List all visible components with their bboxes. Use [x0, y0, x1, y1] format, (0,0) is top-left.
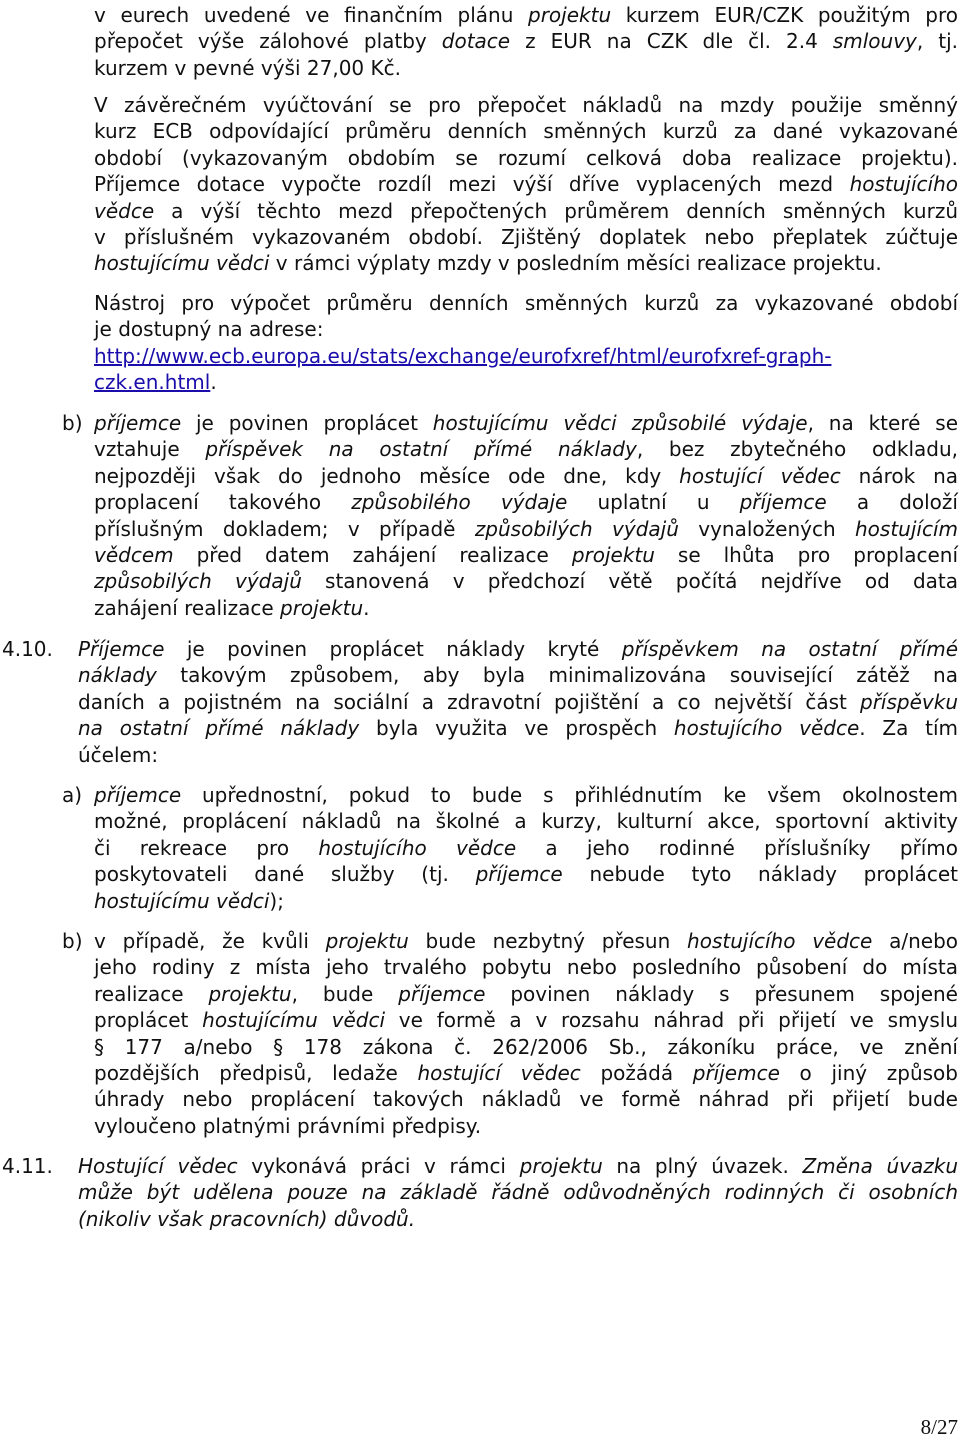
ecb-link-line	[94, 369, 958, 395]
item-b2-text	[94, 928, 958, 1139]
section-4-11-number: 4.11.	[2, 1154, 53, 1178]
final-settlement-paragraph	[94, 92, 958, 277]
text-line: daních a pojistném na sociální a zdravotní pojištění a co největší část příspěvku	[78, 689, 958, 714]
page-number: 8/27	[920, 1415, 958, 1439]
text-line: jeho rodiny z místa jeho trvalého pobytu nebo posledního působení do místa	[94, 955, 958, 980]
text-line: realizace projektu, bude příjemce povinen náklady s přesunem spojené	[94, 981, 958, 1006]
text-line: úhrady nebo proplácení takových nákladů ve formě náhrad při přijetí bude	[94, 1087, 958, 1112]
tool-paragraph	[94, 290, 958, 396]
ecb-link[interactable]: http://www.ecb.europa.eu/stats/exchange/eurofxref/html/eurofxref-graph-	[94, 343, 832, 368]
text-line: proplácet hostujícímu vědci ve formě a v rozsahu náhrad při přijetí ve smyslu	[94, 1008, 959, 1033]
text-line: v příslušném vykazovaném období. Zjištěný doplatek nebo přeplatek zúčtuje	[94, 224, 958, 249]
text-line: Příjemce dotace vypočte rozdíl mezi výší dříve vyplacených mezd hostujícího	[94, 172, 958, 197]
ecb-link-line	[94, 343, 958, 369]
item-b-text	[94, 410, 958, 621]
text-line: proplacení takového způsobilého výdaje uplatní u příjemce a doloží	[94, 490, 958, 515]
text-line: § 177 a/nebo § 178 zákona č. 262/2006 Sb., zákoníku práce, ve znění	[94, 1034, 958, 1059]
text-line: účelem:	[78, 742, 159, 767]
intro-paragraph	[94, 2, 958, 81]
text-line: vztahuje příspěvek na ostatní přímé náklady, bez zbytečného odkladu,	[94, 437, 958, 462]
text-line: příjemce je povinen proplácet hostujícímu vědci způsobilé výdaje, na které se	[94, 411, 958, 435]
intro-line: přepočet výše zálohové platby dotace z EUR na CZK dle čl. 2.4 smlouvy, tj.	[94, 29, 958, 54]
section-4-11-text	[78, 1153, 958, 1232]
intro-line: kurzem v pevné výši 27,00 Kč.	[94, 55, 401, 80]
text-line: vyloučeno platnými právními předpisy.	[94, 1113, 482, 1138]
item-a-text	[94, 782, 958, 914]
text-line: příjemce upřednostní, pokud to bude s přihlédnutím ke všem okolnostem	[94, 783, 958, 807]
text-line: způsobilých výdajů stanovená v předchozí větě počítá nejdříve od data	[94, 569, 959, 594]
text-line: kurz ECB odpovídající průměru denních směnných kurzů za dané vykazované	[94, 119, 958, 144]
text-line: příslušným dokladem; v případě způsobilých výdajů vynaložených hostujícím	[94, 516, 958, 541]
text-line: poskytovateli dané služby (tj. příjemce nebude tyto náklady proplácet	[94, 862, 959, 887]
text-line: Hostující vědec vykonává práci v rámci projektu na plný úvazek. Změna úvazku	[78, 1154, 958, 1178]
text-line: hostujícímu vědci v rámci výplaty mzdy v posledním měsíci realizace projektu.	[94, 251, 882, 276]
text-line: hostujícímu vědci);	[94, 888, 284, 913]
item-a-label: a)	[62, 783, 83, 807]
text-line: nejpozději však do jednoho měsíce ode dne, kdy hostující vědec nárok na	[94, 463, 959, 488]
text-line: zahájení realizace projektu.	[94, 595, 370, 620]
text-line: vědce a výší těchto mezd přepočtených průměrem denních směnných kurzů	[94, 198, 958, 223]
ecb-link[interactable]: czk.en.html	[94, 370, 211, 395]
text-line: Nástroj pro výpočet průměru denních směnných kurzů za vykazované období	[94, 291, 958, 315]
text-line: či rekreace pro hostujícího vědce a jeho rodinné příslušníky přímo	[94, 835, 959, 860]
text-line: Příjemce je povinen proplácet náklady kryté příspěvkem na ostatní přímé	[78, 637, 959, 661]
text-line: na ostatní přímé náklady byla využita ve prospěch hostujícího vědce. Za tím	[78, 716, 959, 741]
section-4-10-text	[78, 636, 958, 768]
text-line: možné, proplácení nákladů na školné a kurzy, kulturní akce, sportovní aktivity	[94, 809, 958, 834]
text-line: období (vykazovaným obdobím se rozumí celková doba realizace projektu).	[94, 145, 958, 170]
text-line: vědcem před datem zahájení realizace projektu se lhůta pro proplacení	[94, 542, 958, 567]
text-line: může být udělena pouze na základě řádně odůvodněných rodinných či osobních	[78, 1180, 958, 1205]
intro-line: v eurech uvedené ve finančním plánu projektu kurzem EUR/CZK použitým pro	[94, 3, 958, 27]
text-line: V závěrečném vyúčtování se pro přepočet nákladů na mzdy použije směnný	[94, 93, 958, 117]
text-line: v případě, že kvůli projektu bude nezbytný přesun hostujícího vědce a/nebo	[94, 929, 958, 953]
link-trailing-period: .	[210, 370, 217, 395]
item-b-label: b)	[62, 411, 83, 435]
item-b2-label: b)	[62, 929, 83, 953]
text-line: pozdějších předpisů, ledaže hostující vědec požádá příjemce o jiný způsob	[94, 1060, 958, 1085]
text-line: je dostupný na adrese:	[94, 317, 324, 342]
text-line: náklady takovým způsobem, aby byla minimalizována související zátěž na	[78, 663, 958, 688]
text-line: (nikoliv však pracovních) důvodů.	[78, 1206, 416, 1231]
section-4-10-number: 4.10.	[2, 637, 53, 661]
